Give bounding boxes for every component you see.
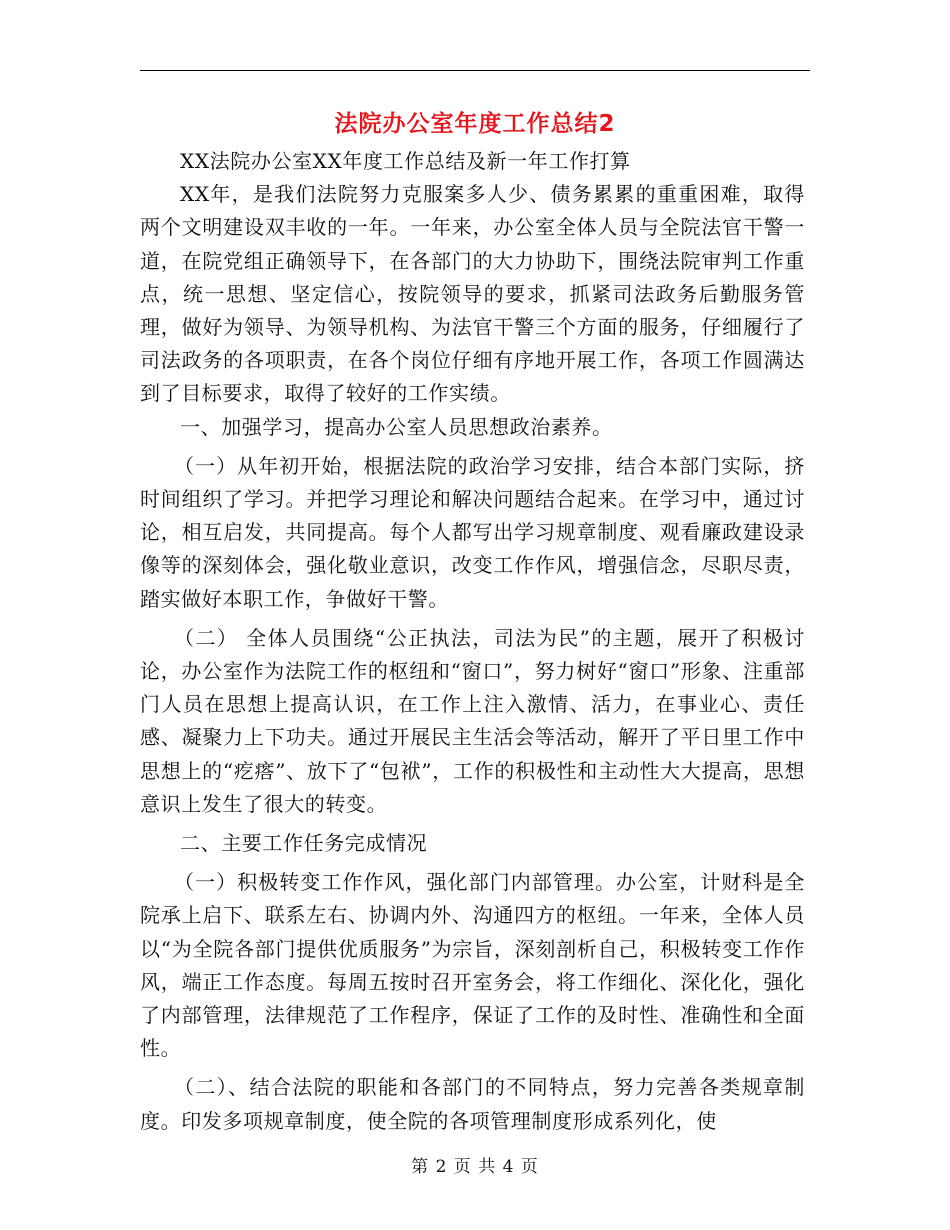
page-number-footer: 第 2 页 共 4 页 (411, 1157, 539, 1177)
subtitle-paragraph: XX法院办公室XX年度工作总结及新一年工作打算 (180, 149, 631, 173)
section-heading-2: 二、主要工作任务完成情况 (180, 831, 428, 856)
intro-paragraph: XX年，是我们法院努力克服案多人少、债务累累的重重困难，取得两个文明建设双丰收的一年。一年来，办公室全体人员与全院法官干警一道，在院党组正确领导下，在各部门的大力协助下，围绕法院审判工作重点，统一思想、坚定信心，按院领导的要求，抓紧司法政务后勤服务管理，做好为领导、为领导机构、为法官干警三个方面的服务，仔细履行了司法政务的各项职责，在各个岗位仔细有序地开展工作，各项工作圆满达到了目标要求，取得了较好的工作实绩。 (140, 182, 805, 406)
section-1-item-1: （一）从年初开始，根据法院的政治学习安排，结合本部门实际，挤时间组织了学习。并把学习理论和解决问题结合起来。在学习中，通过讨论，相互启发，共同提高。每个人都写出学习规章制度、观看廉政建设录像等的深刻体会，强化敬业意识，改变工作作风，增强信念，尽职尽责，踏实做好本职工作，争做好干警。 (140, 453, 805, 611)
document-body (140, 145, 805, 1138)
section-1-item-2: （二） 全体人员围绕“公正执法，司法为民”的主题，展开了积极讨论，办公室作为法院工作的枢纽和“窗口”，努力树好“窗口”形象、注重部门人员在思想上提高认识，在工作上注入激情、活力，在事业心、责任感、凝聚力上下功夫。通过开展民主生活会等活动，解开了平日里工作中思想上的“疙瘩”、放下了“包袱”，工作的积极性和主动性大大提高，思想意识上发生了很大的转变。 (140, 625, 805, 816)
section-2-item-2: （二）、结合法院的职能和各部门的不同特点，努力完善各类规章制度。印发多项规章制度，使全院的各项管理制度形成系列化，使 (140, 1075, 805, 1133)
document-title: 法院办公室年度工作总结2 (334, 111, 616, 137)
header-rule (140, 70, 810, 71)
section-heading-1: 一、加强学习，提高办公室人员思想政治素养。 (180, 414, 613, 439)
section-2-item-1: （一）积极转变工作作风，强化部门内部管理。办公室，计财科是全院承上启下、联系左右、协调内外、沟通四方的枢纽。一年来，全体人员以“为全院各部门提供优质服务”为宗旨，深刻剖析自己，积极转变工作作风，端正工作态度。每周五按时召开室务会，将工作细化、深化化，强化了内部管理，法律规范了工作程序，保证了工作的及时性、准确性和全面性。 (140, 870, 805, 1061)
